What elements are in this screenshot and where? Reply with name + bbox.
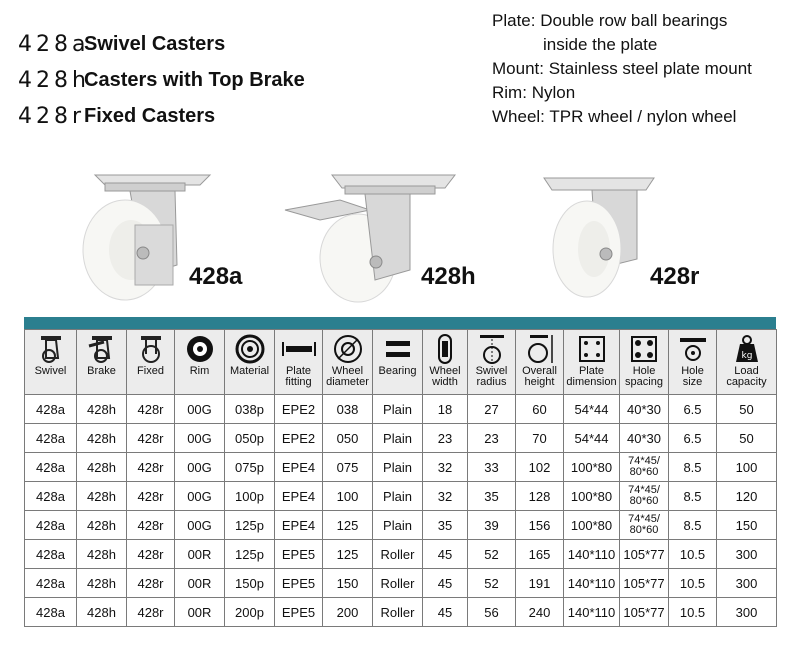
brake-icon [77,332,126,366]
table-cell: Plain [373,395,423,424]
table-cell: 100*80 [564,511,620,540]
column-header [175,330,225,395]
spec-label: Wheel: [492,107,545,126]
spec-rim [492,81,752,105]
column-header-label: Load [734,365,759,377]
table-cell: 6.5 [669,395,717,424]
table-cell: 150 [323,569,373,598]
table-cell: 45 [423,598,468,627]
column-header [373,330,423,395]
column-header-label: capacity [726,376,767,388]
table-cell: 428a [25,424,77,453]
product-label: 428a [189,263,243,290]
table-cell: 428a [25,569,77,598]
column-header [564,330,620,395]
table-cell: 156 [516,511,564,540]
column-header-label: fitting [285,376,312,388]
column-header-label: Wheel [331,365,364,377]
table-cell: 120 [717,482,777,511]
table-cell: 105*77 [620,569,669,598]
table-cell: 54*44 [564,395,620,424]
overall-height-icon [516,332,563,366]
spec-label: Mount: [492,59,544,78]
table-cell: 038p [225,395,275,424]
table-cell: 428a [25,511,77,540]
table-cell: 240 [516,598,564,627]
column-header [275,330,323,395]
table-cell: 8.5 [669,453,717,482]
column-header-label: dimension [566,376,617,388]
table-cell: 428r [127,511,175,540]
code-line [18,26,305,62]
column-header [669,330,717,395]
column-header [516,330,564,395]
table-cell: Roller [373,569,423,598]
table-cell: 100 [323,482,373,511]
table-cell: 8.5 [669,482,717,511]
spec-label: Rim: [492,83,527,102]
table-cell: 00G [175,511,225,540]
table-cell: Roller [373,598,423,627]
table-cell: 6.5 [669,424,717,453]
table-cell: 100*80 [564,453,620,482]
table-cell: 050p [225,424,275,453]
column-header-label: Overall [522,365,557,377]
code: 428r [18,103,86,129]
column-header-label: Brake [87,365,116,377]
table-cell: 8.5 [669,511,717,540]
column-header-label: Swivel [34,365,67,377]
table-cell: 428a [25,482,77,511]
table-cell: 105*77 [620,598,669,627]
table-cell: 428a [25,395,77,424]
table-cell: 105*77 [620,540,669,569]
table-cell: 40*30 [620,395,669,424]
code-line [18,98,305,134]
table-cell: 50 [717,424,777,453]
table-cell: 428r [127,424,175,453]
table-cell: Plain [373,511,423,540]
spec-value: inside the plate [543,35,658,54]
caster-table [24,329,777,627]
table-cell: 428r [127,598,175,627]
column-header-label: width [432,376,458,388]
column-header-label: Plate [578,365,605,377]
spec-value: TPR wheel / nylon wheel [549,107,737,126]
column-header [620,330,669,395]
header-row [25,330,777,395]
table-cell: 54*44 [564,424,620,453]
table-cell: EPE4 [275,482,323,511]
table-cell: EPE4 [275,453,323,482]
column-header-label: Bearing [378,365,417,377]
product-label: 428r [650,263,700,290]
spec-plate [492,9,752,33]
table-cell: 23 [468,424,516,453]
table-cell: 27 [468,395,516,424]
table-cell: 125p [225,540,275,569]
table-cell: 128 [516,482,564,511]
table-cell: 428r [127,482,175,511]
table-cell: EPE4 [275,511,323,540]
bearing-icon [373,332,422,366]
table-row [25,453,777,482]
load-capacity-icon [717,332,776,366]
table-cell: EPE5 [275,569,323,598]
spec-table [24,317,776,627]
table-cell: 428h [77,424,127,453]
table-cell: 35 [468,482,516,511]
table-cell: Roller [373,540,423,569]
table-cell: 00R [175,540,225,569]
table-body [25,395,777,627]
table-cell: 428h [77,540,127,569]
spec-value: Stainless steel plate mount [548,59,752,78]
table-cell: 428h [77,511,127,540]
column-header-label: size [682,376,703,388]
table-cell: 050 [323,424,373,453]
table-cell: 45 [423,569,468,598]
table-cell: 50 [717,395,777,424]
table-cell: 140*110 [564,598,620,627]
column-header [127,330,175,395]
table-row [25,395,777,424]
column-header-label: Material [229,365,270,377]
code-name: Casters with Top Brake [84,68,305,91]
table-cell: 00G [175,453,225,482]
table-cell: 00G [175,482,225,511]
table-cell: 18 [423,395,468,424]
table-row [25,424,777,453]
column-header-label: height [524,376,555,388]
table-cell: 150 [717,511,777,540]
table-cell: 300 [717,540,777,569]
table-cell: 191 [516,569,564,598]
table-cell: 428h [77,482,127,511]
table-cell: 125 [323,540,373,569]
fixed-caster-photo [542,174,657,304]
table-row [25,540,777,569]
swivel-radius-icon [468,332,515,366]
spec-wheel [492,105,752,129]
column-header [323,330,373,395]
table-cell: Plain [373,424,423,453]
table-cell: 038 [323,395,373,424]
table-cell: 428r [127,569,175,598]
table-cell: EPE5 [275,598,323,627]
code: 428h [18,67,90,93]
table-cell: 428a [25,453,77,482]
table-cell: 74*45/ 80*60 [620,453,669,482]
code-name: Swivel Casters [84,32,226,55]
hole-spacing-icon [620,332,668,366]
column-header-label: spacing [625,376,663,388]
plate-dimension-icon [564,332,619,366]
spec-mount [492,57,752,81]
spec-value: Nylon [531,83,576,102]
plate-fitting-icon [275,332,322,366]
product-label: 428h [421,263,476,290]
column-header [225,330,275,395]
table-cell: 428r [127,453,175,482]
table-cell: 428h [77,395,127,424]
spec-label: Plate: [492,11,536,30]
table-cell: 23 [423,424,468,453]
table-cell: 300 [717,598,777,627]
table-cell: 70 [516,424,564,453]
table-cell: 10.5 [669,569,717,598]
table-row [25,482,777,511]
caster-codes [18,26,305,134]
table-cell: EPE5 [275,540,323,569]
spec-list [492,9,752,129]
table-cell: 125p [225,511,275,540]
column-header-label: Plate [285,365,312,377]
table-cell: 45 [423,540,468,569]
column-header-label: Rim [189,365,210,377]
table-cell: 140*110 [564,569,620,598]
swivel-icon [25,332,76,366]
table-cell: 075 [323,453,373,482]
table-cell: 428h [77,453,127,482]
table-cell: EPE2 [275,395,323,424]
table-cell: 300 [717,569,777,598]
column-header [77,330,127,395]
product-photos [0,160,800,305]
table-cell: 100*80 [564,482,620,511]
spec-value: Double row ball bearings [540,11,728,30]
table-cell: 56 [468,598,516,627]
hole-size-icon [669,332,716,366]
material-icon [225,332,274,366]
column-header-label: Swivel [475,365,508,377]
column-header-label: Fixed [137,365,164,377]
table-cell: 428h [77,569,127,598]
table-cell: 00R [175,569,225,598]
table-cell: 10.5 [669,540,717,569]
table-cell: 52 [468,569,516,598]
table-cell: 35 [423,511,468,540]
table-cell: 100 [717,453,777,482]
column-header-label: diameter [326,376,369,388]
code-name: Fixed Casters [84,104,216,127]
table-row [25,569,777,598]
fixed-icon [127,332,174,366]
table-cell: 32 [423,453,468,482]
svg-text:kg: kg [741,351,752,361]
table-cell: 428r [127,540,175,569]
table-cell: 165 [516,540,564,569]
column-header [717,330,777,395]
table-cell: Plain [373,453,423,482]
table-cell: 428r [127,395,175,424]
table-cell: 428a [25,540,77,569]
table-cell: 00G [175,424,225,453]
table-cell: 32 [423,482,468,511]
column-header-label: Wheel [429,365,461,377]
table-cell: 74*45/ 80*60 [620,511,669,540]
table-cell: Plain [373,482,423,511]
wheel-width-icon [423,332,467,366]
table-cell: EPE2 [275,424,323,453]
table-head [25,330,777,395]
table-cell: 100p [225,482,275,511]
column-header [25,330,77,395]
table-cell: 33 [468,453,516,482]
table-cell: 00R [175,598,225,627]
table-accent-bar [24,317,776,329]
column-header-label: radius [476,376,507,388]
table-cell: 428a [25,598,77,627]
table-cell: 428h [77,598,127,627]
column-header-label: Hole [632,365,656,377]
column-header [468,330,516,395]
table-row [25,511,777,540]
rim-icon [175,332,224,366]
table-cell: 10.5 [669,598,717,627]
table-cell: 00G [175,395,225,424]
table-cell: 075p [225,453,275,482]
table-cell: 200p [225,598,275,627]
table-cell: 60 [516,395,564,424]
table-cell: 39 [468,511,516,540]
table-cell: 200 [323,598,373,627]
table-cell: 52 [468,540,516,569]
code-line [18,62,305,98]
wheel-diameter-icon [323,332,372,366]
spec-plate-cont [492,33,752,57]
table-cell: 74*45/ 80*60 [620,482,669,511]
code: 428a [18,31,90,57]
table-cell: 40*30 [620,424,669,453]
table-cell: 125 [323,511,373,540]
column-header [423,330,468,395]
table-row [25,598,777,627]
table-cell: 102 [516,453,564,482]
table-cell: 140*110 [564,540,620,569]
table-cell: 150p [225,569,275,598]
column-header-label: Hole [681,365,704,377]
